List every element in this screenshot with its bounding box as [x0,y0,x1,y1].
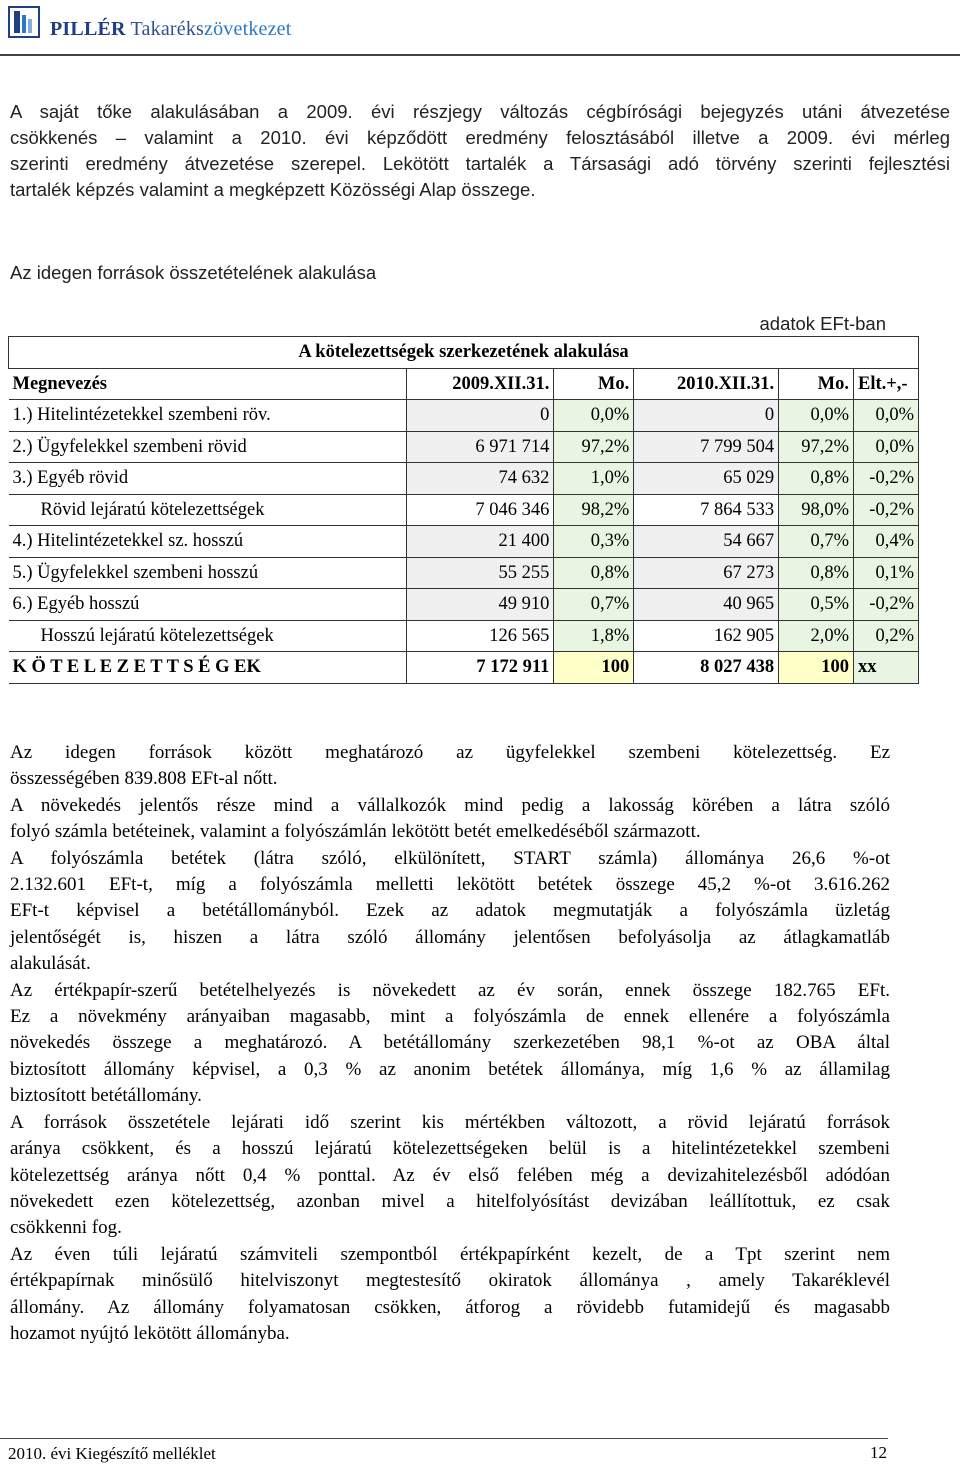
body-line: biztosított betétállomány. [10,1085,202,1107]
change: 0,0% [854,400,919,432]
body-line: csökkenni fog. [10,1217,122,1239]
value-2009: 6 971 714 [406,431,554,463]
value-2010: 8 027 438 [634,652,779,684]
row-name: 1.) Hitelintézetekkel szembeni röv. [9,400,407,432]
footer-text: 2010. évi Kiegészítő melléklet [8,1444,216,1463]
change: -0,2% [854,589,919,621]
share-2009: 97,2% [554,431,634,463]
body-line: állomány. Az állomány folyamatosan csökken, átforog a rövidebb futamidejű és magasabb [10,1296,890,1318]
table-caption-row [9,337,919,369]
logo-part-3: zövetkezet [204,18,292,40]
row-name: K Ö T E L E Z E T T S É G EK [9,652,407,684]
share-2010: 0,5% [779,589,854,621]
share-2009: 0,7% [554,589,634,621]
value-2009: 55 255 [406,557,554,589]
value-2010: 0 [634,400,779,432]
share-2010: 98,0% [779,494,854,526]
body-paragraph [10,740,890,1347]
body-line: Ez a növekmény arányaiban magasabb, mint a folyószámla de ennek ellenére a folyószámla [10,1006,890,1028]
value-2010: 40 965 [634,589,779,621]
value-2010: 7 864 533 [634,494,779,526]
row-name: Rövid lejáratú kötelezettségek [9,494,407,526]
value-2009: 0 [406,400,554,432]
body-line: Az idegen források között meghatározó az ügyfelekkel szembeni kötelezettség. Ez [10,742,890,763]
row-name: 6.) Egyéb hosszú [9,589,407,621]
table-header-row [9,368,919,400]
body-line: összességében 839.808 EFt-al nőtt. [10,768,278,790]
body-line: növekedés összege a meghatározó. A betétállomány szerkezetében 98,1 %-ot az OBA által [10,1032,890,1054]
header-2009: 2009.XII.31. [406,368,554,400]
liabilities-table [8,336,919,684]
header-mo-2010: Mo. [779,368,854,400]
row-name: Hosszú lejáratú kötelezettségek [9,620,407,652]
share-2009: 100 [554,652,634,684]
body-line: jelentőségét is, hiszen a látra szóló állomány jelentősen befolyásolja az átlagkamatláb [10,926,890,948]
value-2009: 126 565 [406,620,554,652]
logo-part-2: Takaréks [130,18,205,40]
value-2010: 67 273 [634,557,779,589]
change: -0,2% [854,494,919,526]
share-2010: 0,8% [779,463,854,495]
value-2010: 54 667 [634,526,779,558]
share-2009: 0,3% [554,526,634,558]
table-row [9,463,919,495]
value-2010: 7 799 504 [634,431,779,463]
change: 0,2% [854,620,919,652]
value-2009: 21 400 [406,526,554,558]
logo-icon [8,6,40,38]
intro-line: csökkenés – valamint a 2010. évi képződött eredmény felosztásából illetve a 2009. évi mérleg [10,127,950,148]
body-line: növekedett ezen kötelezettség, azonban mivel a hitelfolyósítást devizában leállítottuk, ez csak [10,1190,890,1212]
row-name: 3.) Egyéb rövid [9,463,407,495]
share-2009: 1,8% [554,620,634,652]
body-line: Az értékpapír-szerű betételhelyezés is növekedett az év során, ennek összege 182.765 EFt. [10,979,890,1001]
value-2009: 7 046 346 [406,494,554,526]
share-2010: 100 [779,652,854,684]
intro-line: szerinti eredmény átvezetése szerepel. Lekötött tartalék a Társasági adó törvény szerinti fejlesztési [10,153,950,174]
body-line: kötelezettség aránya nőtt 0,4 % ponttal. Az év első felében még a devizahitelezésből adódóan [10,1164,890,1186]
logo-part-1: PILLÉR [50,18,126,40]
table-row [9,526,919,558]
body-line: Az éven túli lejáratú számviteli szempontból értékpapírként kezelt, de a Tpt szerint nem [10,1243,890,1265]
change: 0,4% [854,526,919,558]
intro-line: tartalék képzés valamint a megképzett Közösségi Alap összege. [10,179,536,200]
body-line: alakulását. [10,953,91,975]
value-2010: 65 029 [634,463,779,495]
table-row [9,494,919,526]
share-2010: 0,7% [779,526,854,558]
page-number: 12 [870,1443,887,1462]
page-header [0,0,960,56]
change: -0,2% [854,463,919,495]
table-row [9,557,919,589]
body-line: A növekedés jelentős része mind a vállalkozók mind pedig a lakosság körében a látra szóló [10,794,890,816]
header-divider [0,54,960,56]
share-2010: 0,8% [779,557,854,589]
body-line: értékpapírnak minősülő hitelviszonyt megtestesítő okiratok állománya , amely Takaréklevél [10,1270,890,1292]
table-row [9,652,919,684]
share-2009: 1,0% [554,463,634,495]
unit-note: adatok EFt-ban [759,313,886,334]
table-row [9,431,919,463]
table-caption: A kötelezettségek szerkezetének alakulása [9,337,919,369]
share-2009: 0,0% [554,400,634,432]
body-line: A források összetétele lejárati idő szerint kis mértékben változott, a rövid lejáratú források [10,1111,890,1133]
change: xx [854,652,919,684]
header-name: Megnevezés [9,368,407,400]
share-2009: 98,2% [554,494,634,526]
share-2010: 97,2% [779,431,854,463]
value-2009: 49 910 [406,589,554,621]
row-name: 5.) Ügyfelekkel szembeni hosszú [9,557,407,589]
change: 0,1% [854,557,919,589]
intro-line: A saját tőke alakulásában a 2009. évi részjegy változás cégbírósági bejegyzés utáni átvezetése [10,101,950,122]
row-name: 4.) Hitelintézetekkel sz. hosszú [9,526,407,558]
value-2009: 74 632 [406,463,554,495]
table-row [9,589,919,621]
value-2010: 162 905 [634,620,779,652]
section-title: Az idegen források összetételének alakulása [10,262,377,283]
header-elt: Elt.+,- [854,368,919,400]
share-2010: 2,0% [779,620,854,652]
share-2010: 0,0% [779,400,854,432]
body-line: biztosított állomány képvisel, a 0,3 % az anonim betétek állománya, míg 1,6 % az államilag [10,1058,890,1080]
table-row [9,400,919,432]
share-2009: 0,8% [554,557,634,589]
table-row [9,620,919,652]
logo-wordmark [50,18,292,41]
value-2009: 7 172 911 [406,652,554,684]
footer-divider [0,1438,888,1439]
body-line: folyó számla betéteinek, valamint a folyószámlán lekötött betét emelkedéséből származott. [10,821,701,843]
body-line: aránya csökkent, és a hosszú lejáratú kötelezettségeken belül is a hitelintézetekkel szembeni [10,1138,890,1160]
intro-paragraph [10,99,950,203]
body-line: hozamot nyújtó lekötött állományba. [10,1322,290,1344]
header-mo-2009: Mo. [554,368,634,400]
change: 0,0% [854,431,919,463]
row-name: 2.) Ügyfelekkel szembeni rövid [9,431,407,463]
body-line: A folyószámla betétek (látra szóló, elkülönített, START számla) állománya 26,6 %-ot [10,847,890,869]
body-line: EFt-t képvisel a betétállományból. Ezek az adatok megmutatják a folyószámla üzletág [10,900,890,922]
body-line: 2.132.601 EFt-t, míg a folyószámla melletti lekötött betétek összege 45,2 %-ot 3.616.262 [10,874,890,896]
header-2010: 2010.XII.31. [634,368,779,400]
